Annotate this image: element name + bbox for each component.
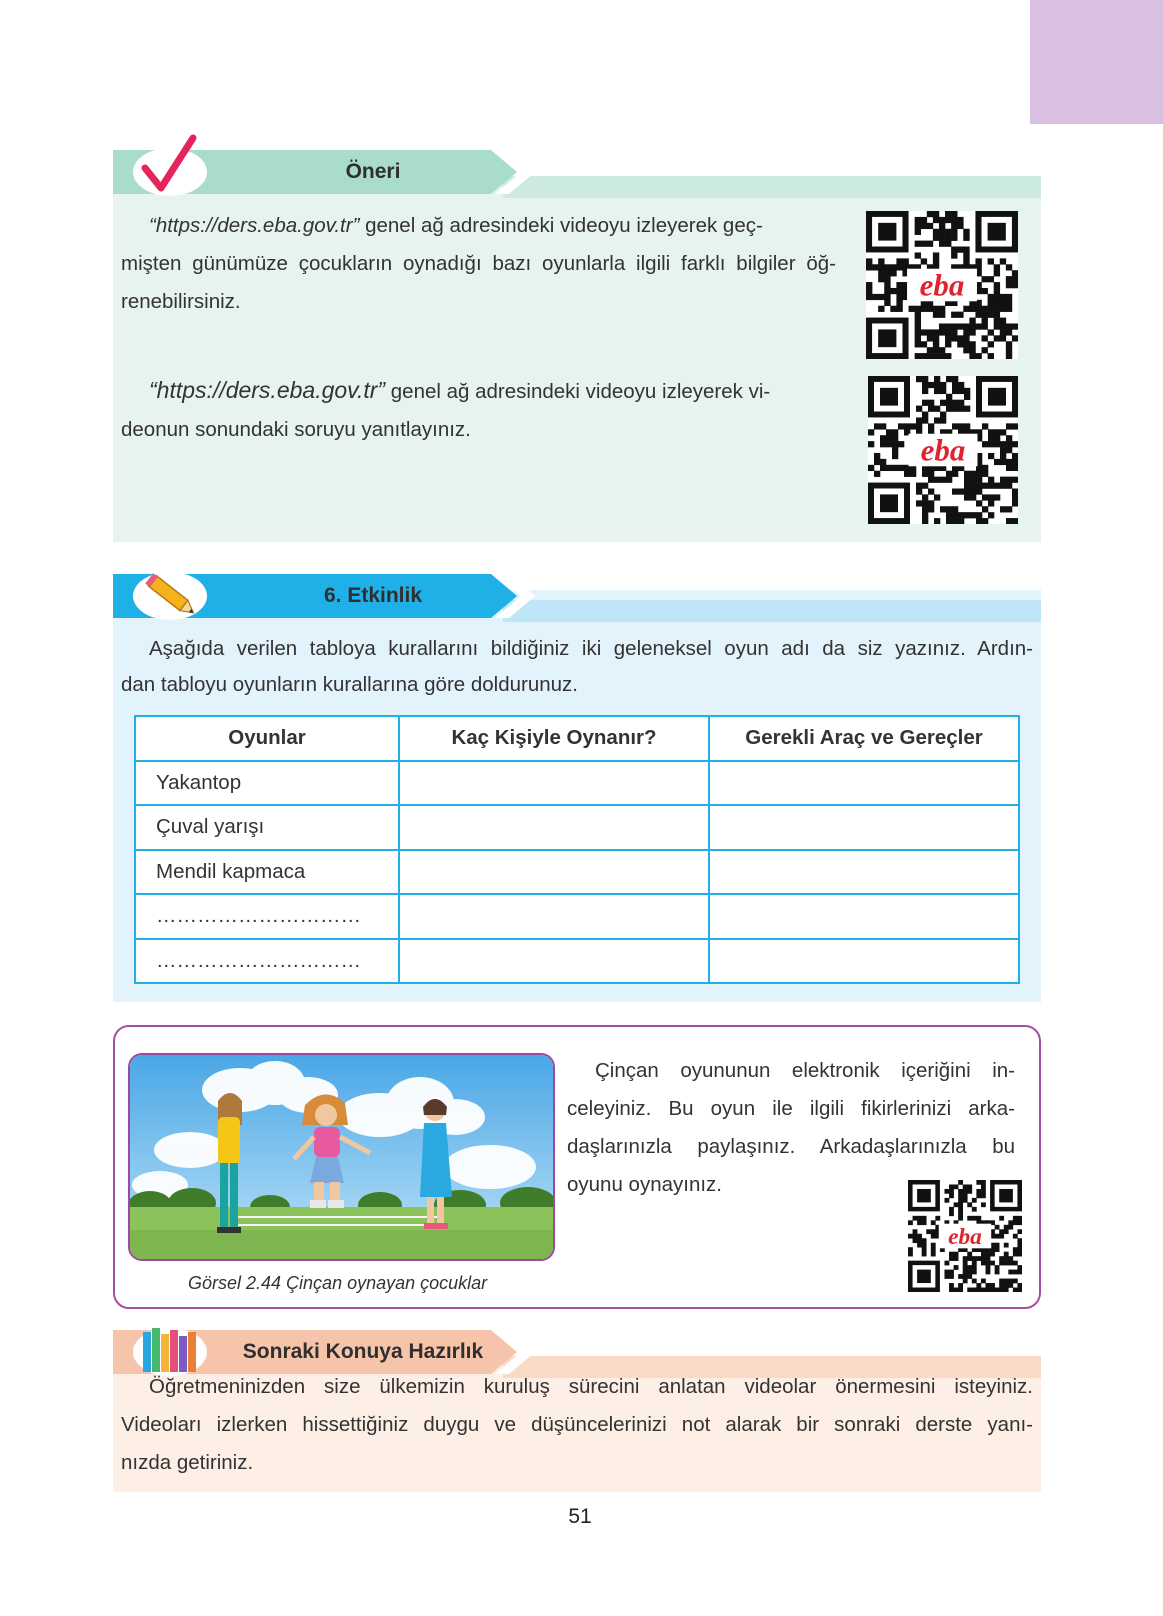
player-count-cell[interactable] <box>399 894 709 939</box>
equipment-cell[interactable] <box>709 939 1019 984</box>
sonraki-text-line-2: Videoları izlerken hissettiğiniz duygu ve düşüncelerinizi not alarak bir sonraki derste yanı- <box>121 1413 1033 1436</box>
cincan-text-line-3: daşlarınızla paylaşınız. Arkadaşlarınızla bu <box>567 1135 1015 1158</box>
equipment-cell[interactable] <box>709 761 1019 806</box>
player-count-cell[interactable] <box>399 850 709 895</box>
qr-pattern <box>868 376 1018 524</box>
table-header-row <box>135 716 1019 761</box>
table-row <box>135 805 1019 850</box>
etkinlik-header <box>113 574 1041 622</box>
etkinlik-instruction <box>121 631 1033 703</box>
oneri-item-1-line-3: renebilirsiniz. <box>121 290 241 313</box>
chapter-corner-tab <box>1030 0 1163 124</box>
table-row <box>135 761 1019 806</box>
cincan-qr-code[interactable] <box>908 1180 1022 1292</box>
player-count-cell[interactable] <box>399 805 709 850</box>
table-row <box>135 894 1019 939</box>
oneri-item-2 <box>121 371 836 449</box>
svg-text:eba: eba <box>919 267 965 303</box>
game-name-blank-cell[interactable]: ………………………… <box>135 894 399 939</box>
table-row <box>135 939 1019 984</box>
oneri-item-2-line-2: deonun sonundaki soruyu yanıtlayınız. <box>121 418 471 441</box>
game-name-blank-cell[interactable]: ………………………… <box>135 939 399 984</box>
oneri-item-1 <box>121 207 836 321</box>
etkinlik-title: 6. Etkinlik <box>323 584 423 607</box>
photo-caption: Görsel 2.44 Çinçan oynayan çocuklar <box>188 1273 488 1293</box>
oneri-qr-code-1[interactable] <box>866 211 1018 359</box>
oneri-item-1-line-1: genel ağ adresindeki videoyu izleyerek geç- <box>359 214 763 237</box>
oneri-ribbon-shape <box>113 150 1041 198</box>
oneri-item-1-line-2: mişten günümüze çocukların oynadığı bazı oyunlarla ilgili farklı bilgiler öğ- <box>121 252 836 275</box>
player-count-cell[interactable] <box>399 939 709 984</box>
oneri-item-2-line-1: genel ağ adresindeki videoyu izleyerek vi- <box>385 380 771 403</box>
player-count-cell[interactable] <box>399 761 709 806</box>
pencil-icon <box>141 568 201 629</box>
etkinlik-ribbon-shape <box>113 574 1041 622</box>
sonraki-text-line-3: nızda getiriniz. <box>121 1451 254 1474</box>
cincan-text-line-4: oyunu oynayınız. <box>567 1173 722 1196</box>
games-table <box>134 715 1020 984</box>
sonraki-text-line-1: Öğretmeninizden size ülkemizin kuruluş sürecini anlatan videolar önermesini isteyiniz. <box>149 1375 1033 1398</box>
oneri-link-1[interactable]: “https://ders.eba.gov.tr” <box>149 214 360 237</box>
qr-pattern <box>908 1180 1022 1292</box>
oneri-link-2[interactable]: “https://ders.eba.gov.tr” <box>149 377 386 403</box>
etkinlik-instruction-line-2: dan tabloyu oyunların kurallarına göre doldurunuz. <box>121 673 578 696</box>
equipment-cell[interactable] <box>709 894 1019 939</box>
cincan-photo <box>128 1053 555 1261</box>
oneri-header <box>113 150 1041 198</box>
svg-text:eba: eba <box>920 432 966 468</box>
check-mark-icon <box>135 132 205 207</box>
cincan-text-line-2: celeyiniz. Bu oyun ile ilgili fikirlerinizi arka- <box>567 1097 1015 1120</box>
game-name-cell: Yakantop <box>135 761 399 806</box>
game-name-cell: Çuval yarışı <box>135 805 399 850</box>
sonraki-title: Sonraki Konuya Hazırlık <box>242 1340 484 1363</box>
equipment-cell[interactable] <box>709 850 1019 895</box>
oneri-title: Öneri <box>345 160 401 183</box>
page-number: 51 <box>568 1505 592 1528</box>
header-oyunlar: Oyunlar <box>135 716 399 761</box>
etkinlik-instruction-line-1: Aşağıda verilen tabloya kurallarını bildiğiniz iki geleneksel oyun adı da siz yazınız. Ardın- <box>149 637 1033 660</box>
oneri-qr-code-2[interactable] <box>868 376 1018 524</box>
cincan-text-line-1: Çinçan oyununun elektronik içeriğini in- <box>595 1059 1015 1082</box>
game-name-cell: Mendil kapmaca <box>135 850 399 895</box>
sonraki-text <box>121 1368 1033 1482</box>
svg-text:eba: eba <box>948 1223 982 1250</box>
table-row <box>135 850 1019 895</box>
qr-pattern <box>866 211 1018 359</box>
header-gerekli-arac: Gerekli Araç ve Gereçler <box>709 716 1019 761</box>
equipment-cell[interactable] <box>709 805 1019 850</box>
header-kac-kisiyle: Kaç Kişiyle Oynanır? <box>399 716 709 761</box>
